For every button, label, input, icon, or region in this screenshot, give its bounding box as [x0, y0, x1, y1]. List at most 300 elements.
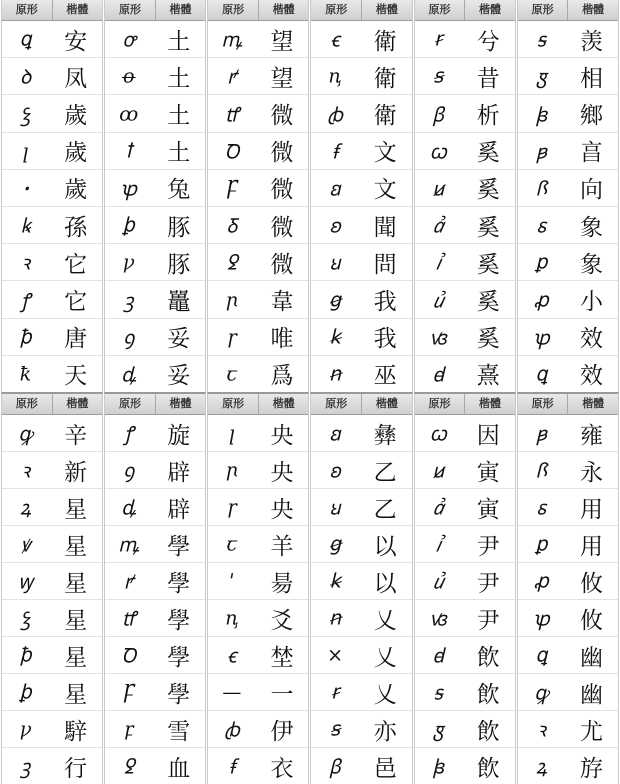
regular-script-char: 用 — [579, 533, 603, 560]
column-block — [517, 0, 619, 392]
oracle-bone-glyph: ꞛ — [329, 422, 341, 446]
oracle-bone-glyph: ꟙ — [536, 214, 547, 238]
oracle-bone-glyph: ꝓ — [534, 569, 549, 593]
table-row — [518, 95, 618, 132]
regular-script-char: 星 — [64, 570, 88, 597]
oracle-bone-glyph: ꝳ — [221, 28, 243, 52]
table-row — [105, 748, 205, 784]
oracle-bone-glyph: ꟑ — [535, 65, 547, 89]
oracle-bone-glyph: ꝛ — [21, 251, 31, 275]
header-original-form: 原形 — [118, 397, 141, 410]
regular-script-char: 衛 — [373, 103, 397, 129]
regular-script-char: 學 — [167, 681, 191, 708]
table-row — [311, 170, 411, 207]
oracle-bone-glyph: ꞗ — [327, 103, 343, 127]
table-row — [415, 356, 515, 392]
table-row — [2, 748, 102, 784]
regular-script-char: 孫 — [64, 214, 88, 241]
table-row — [2, 319, 102, 356]
oracle-bone-glyph: ꞁ — [228, 421, 235, 445]
oracle-bone-glyph: ꞇ — [226, 532, 238, 556]
table-row — [311, 319, 411, 356]
column-block — [1, 0, 103, 392]
oracle-bone-glyph: ꝍ — [122, 28, 136, 52]
regular-script-char: 旋 — [167, 422, 191, 449]
table-row — [208, 748, 308, 784]
regular-script-char: 土 — [167, 65, 191, 92]
oracle-bone-glyph: ꞟ — [329, 251, 341, 275]
table-row — [208, 133, 308, 170]
oracle-bone-glyph: ꟊ — [433, 681, 443, 705]
regular-script-char: 微 — [270, 103, 294, 129]
table-row — [208, 207, 308, 244]
regular-script-char: 永 — [579, 459, 603, 486]
header-original-form: 原形 — [325, 3, 348, 16]
regular-script-char: 央 — [270, 496, 294, 523]
header-original-form: 原形 — [15, 3, 38, 16]
header-regular-script: 楷體 — [567, 394, 618, 414]
table-row — [415, 748, 515, 784]
header-regular-script: 楷體 — [361, 0, 412, 20]
oracle-bone-glyph: ꝼ — [124, 717, 134, 741]
oracle-bone-glyph: ꝝ — [20, 496, 32, 520]
table-row — [518, 21, 618, 58]
regular-script-char: 析 — [476, 103, 500, 129]
regular-script-char: 雪 — [167, 718, 191, 745]
column-block — [310, 392, 412, 784]
table-row — [105, 207, 205, 244]
regular-script-char: 學 — [167, 607, 191, 634]
oracle-bone-glyph: ꝭ — [21, 289, 31, 313]
oracle-bone-glyph: ꟑ — [432, 718, 444, 742]
oracle-bone-glyph: ꝺ — [19, 65, 32, 89]
oracle-bone-glyph: ꞁ — [22, 139, 29, 163]
oracle-bone-glyph: Ꝼ — [122, 680, 135, 704]
oracle-bone-glyph: ꝉ — [124, 139, 133, 163]
table-row — [105, 319, 205, 356]
table-row — [2, 452, 102, 489]
table-row — [208, 489, 308, 526]
regular-script-char: 新 — [64, 459, 88, 486]
column-block — [1, 392, 103, 784]
table-row — [415, 58, 515, 95]
regular-script-char: 尤 — [579, 718, 603, 745]
table-row — [105, 58, 205, 95]
regular-script-char: 向 — [579, 177, 603, 204]
table-row — [2, 674, 102, 711]
regular-script-char: 爻 — [270, 607, 294, 634]
table-row — [311, 133, 411, 170]
table-row — [415, 452, 515, 489]
header-original-form: 原形 — [428, 3, 451, 16]
oracle-bone-glyph: ꞝ — [329, 214, 341, 238]
header-regular-script: 楷體 — [155, 0, 206, 20]
table-row — [311, 563, 411, 600]
regular-script-char: 它 — [64, 289, 88, 316]
regular-script-char: 望 — [270, 65, 294, 92]
regular-script-char: 微 — [270, 140, 294, 167]
regular-script-char: 羡 — [579, 28, 603, 55]
regular-script-char: 象 — [579, 214, 603, 241]
table-row — [311, 489, 411, 526]
regular-script-char: 相 — [579, 65, 603, 92]
regular-script-char: 它 — [64, 251, 88, 278]
table-row — [415, 489, 515, 526]
regular-script-char: 因 — [476, 422, 500, 449]
oracle-bone-glyph: ꞡ — [328, 532, 342, 556]
regular-script-char: 央 — [270, 459, 294, 486]
regular-script-char: 巫 — [373, 363, 397, 390]
oracle-bone-glyph: ꞅ — [227, 325, 237, 349]
regular-script-char: 伊 — [270, 718, 294, 745]
oracle-bone-glyph: ꞵ — [329, 755, 342, 779]
oracle-bone-glyph: ꞡ — [328, 287, 342, 312]
oracle-bone-glyph: ꝥ — [19, 325, 32, 349]
regular-script-char: 天 — [64, 363, 88, 390]
regular-script-char: 行 — [64, 755, 88, 782]
table-row — [208, 281, 308, 318]
oracle-bone-glyph: ꞿ — [432, 289, 444, 313]
oracle-bone-glyph: ꞌ — [229, 569, 235, 593]
regular-script-char: 奚 — [476, 177, 500, 204]
table-row — [518, 133, 618, 170]
table-row — [2, 58, 102, 95]
regular-script-char: 乂 — [373, 681, 397, 708]
regular-script-char: 兮 — [476, 28, 500, 55]
column-header — [311, 394, 411, 415]
regular-script-char: 奚 — [476, 326, 500, 353]
regular-script-char: 熹 — [476, 363, 500, 390]
table-row — [415, 415, 515, 452]
oracle-bone-glyph: ꞗ — [223, 718, 240, 742]
regular-script-char: 乙 — [373, 459, 397, 486]
table-row — [518, 452, 618, 489]
oracle-bone-glyph: ꝏ — [119, 101, 139, 126]
regular-script-char: 妥 — [167, 326, 191, 353]
regular-script-char: 尹 — [476, 533, 500, 560]
oracle-bone-glyph: ꞏ — [22, 177, 29, 201]
regular-script-char: 妥 — [167, 363, 191, 390]
oracle-bone-glyph: ꞵ — [432, 103, 445, 127]
oracle-bone-glyph: ꝭ — [124, 422, 134, 446]
table-row — [518, 600, 618, 637]
table-row — [311, 711, 411, 748]
regular-script-char: 微 — [270, 251, 294, 278]
table-row — [105, 711, 205, 748]
table-row — [518, 281, 618, 318]
column-header — [2, 0, 102, 21]
oracle-bone-glyph: ꝷ — [121, 607, 136, 631]
regular-script-char: 效 — [579, 363, 603, 390]
table-row — [2, 637, 102, 674]
table-row — [105, 244, 205, 281]
column-block — [517, 392, 619, 784]
oracle-bone-glyph: ꞝ — [329, 459, 341, 483]
regular-script-char: 尹 — [476, 607, 500, 634]
header-regular-script: 楷體 — [258, 394, 309, 414]
column-header — [208, 394, 308, 415]
table-row — [105, 95, 205, 132]
regular-script-char: 邑 — [373, 755, 397, 782]
column-block — [310, 0, 412, 392]
oracle-bone-glyph: ꟓ — [535, 103, 548, 127]
oracle-bone-glyph: ꟃ — [429, 326, 447, 350]
oracle-bone-glyph: ꞹ — [432, 177, 445, 201]
regular-script-char: 歲 — [64, 103, 88, 129]
table-row — [208, 563, 308, 600]
table-row — [2, 526, 102, 563]
regular-script-char: 飲 — [476, 644, 500, 671]
table-row — [311, 95, 411, 132]
table-row — [518, 319, 618, 356]
table-row — [105, 452, 205, 489]
regular-script-char: 凤 — [64, 65, 88, 92]
table-row — [2, 356, 102, 392]
oracle-bone-glyph: — — [222, 680, 242, 704]
oracle-bone-glyph: ꝙ — [18, 422, 33, 446]
oracle-bone-glyph: ꞅ — [227, 495, 237, 519]
oracle-bone-glyph: ꝵ — [123, 570, 134, 594]
oracle-bone-glyph: ꞽ — [435, 533, 441, 557]
table-row — [311, 281, 411, 318]
oracle-bone-glyph: × — [327, 643, 343, 667]
regular-script-char: 我 — [373, 289, 397, 316]
column-block — [104, 0, 206, 392]
oracle-bone-glyph: ꝗ — [535, 643, 548, 667]
column-block — [104, 392, 206, 784]
oracle-bone-glyph: ꝑ — [535, 532, 548, 556]
regular-script-char: 微 — [270, 214, 294, 241]
oracle-bone-glyph: ꝳ — [118, 533, 140, 557]
regular-script-char: 問 — [373, 251, 397, 278]
column-header — [415, 394, 515, 415]
oracle-bone-glyph: ꝿ — [123, 755, 135, 779]
regular-script-char: 寅 — [476, 459, 500, 486]
table-row — [105, 170, 205, 207]
regular-script-char: 昜 — [270, 570, 294, 597]
table-row — [208, 711, 308, 748]
header-regular-script: 楷體 — [52, 0, 103, 20]
table-row — [208, 319, 308, 356]
header-original-form: 原形 — [531, 397, 554, 410]
table-row — [518, 58, 618, 95]
oracle-bone-glyph: ꝕ — [533, 607, 550, 631]
oracle-bone-glyph: ꞣ — [329, 569, 341, 593]
table-row — [208, 637, 308, 674]
oracle-bone-glyph: ꝗ — [19, 27, 32, 51]
table-row — [518, 674, 618, 711]
regular-script-char: 兔 — [167, 177, 191, 204]
oracle-bone-glyph: ꞓ — [227, 644, 237, 668]
table-row — [415, 563, 515, 600]
regular-script-char: 亯 — [579, 140, 603, 167]
oracle-bone-glyph: ꝫ — [123, 289, 134, 313]
header-regular-script: 楷體 — [567, 0, 618, 20]
regular-script-char: 幽 — [579, 681, 603, 708]
table-row — [311, 21, 411, 58]
regular-script-char: 一 — [270, 681, 294, 708]
column-header — [105, 0, 205, 21]
regular-script-char: 效 — [579, 326, 603, 353]
column-header — [518, 394, 618, 415]
table-row — [208, 21, 308, 58]
table-row — [208, 415, 308, 452]
regular-script-char: 學 — [167, 644, 191, 671]
table-row — [311, 356, 411, 392]
regular-script-char: 豚 — [167, 251, 191, 278]
regular-script-char: 土 — [167, 103, 191, 129]
oracle-bone-glyph: ꝵ — [227, 65, 237, 89]
oracle-bone-glyph: ꟓ — [432, 755, 445, 779]
table-row — [2, 563, 102, 600]
column-block — [414, 392, 516, 784]
oracle-bone-glyph: ꟕ — [535, 422, 547, 446]
oracle-bone-glyph: ꝕ — [120, 177, 137, 201]
oracle-bone-glyph: ꝧ — [19, 680, 32, 704]
oracle-bone-glyph: ꞧ — [331, 680, 339, 704]
column-block — [414, 0, 516, 392]
oracle-bone-glyph: ꝛ — [536, 718, 546, 742]
table-row — [2, 133, 102, 170]
regular-script-char: 昔 — [476, 65, 500, 92]
table-row — [2, 281, 102, 318]
regular-script-char: 辛 — [64, 422, 88, 449]
table-row — [2, 207, 102, 244]
oracle-bone-glyph: Ꝺ — [224, 140, 240, 164]
oracle-bone-glyph: ꞿ — [432, 570, 444, 594]
regular-script-char: 飲 — [476, 755, 500, 782]
table-row — [105, 21, 205, 58]
table-row — [208, 526, 308, 563]
oracle-bone-glyph: ꝷ — [225, 103, 239, 127]
oracle-bone-glyph: ꟗ — [535, 177, 548, 201]
header-original-form: 原形 — [222, 397, 245, 410]
oracle-bone-glyph: ꝝ — [535, 755, 547, 779]
oracle-bone-glyph: ꟕ — [535, 140, 547, 164]
table-row — [415, 711, 515, 748]
table-row — [311, 452, 411, 489]
oracle-bone-glyph: ꞽ — [435, 251, 441, 275]
regular-script-char: 乙 — [373, 496, 397, 523]
table-row — [518, 637, 618, 674]
oracle-bone-glyph: ꞟ — [329, 496, 341, 520]
oracle-bone-glyph: ꞩ — [433, 64, 444, 88]
oracle-bone-glyph: ꟃ — [429, 607, 447, 631]
oracle-bone-glyph: ꝁ — [19, 362, 32, 386]
regular-script-char: 文 — [373, 177, 397, 204]
table-row — [2, 170, 102, 207]
column-block — [207, 0, 309, 392]
header-regular-script: 楷體 — [464, 394, 515, 414]
oracle-bone-glyph: ꞙ — [228, 755, 235, 779]
oracle-bone-glyph: ꞙ — [331, 140, 339, 164]
regular-script-char: 土 — [167, 140, 191, 167]
header-original-form: 原形 — [118, 3, 141, 16]
column-header — [208, 0, 308, 21]
regular-script-char: 象 — [579, 251, 603, 278]
table-row — [415, 319, 515, 356]
oracle-bone-glyph: ꟗ — [535, 459, 548, 483]
table-row — [518, 563, 618, 600]
regular-script-char: 望 — [270, 28, 294, 55]
oracle-bone-glyph: ꞻ — [432, 214, 444, 238]
regular-script-char: 韋 — [270, 289, 294, 316]
regular-script-char: 小 — [579, 289, 603, 316]
table-row — [208, 674, 308, 711]
table-row — [208, 356, 308, 392]
oracle-bone-glyph: ꞛ — [329, 177, 341, 201]
regular-script-char: 埜 — [270, 644, 294, 671]
table-row — [311, 207, 411, 244]
regular-script-char: 聞 — [373, 214, 397, 241]
regular-script-char: 乂 — [373, 644, 397, 671]
table-row — [208, 244, 308, 281]
table-row — [518, 415, 618, 452]
table-row — [311, 748, 411, 784]
table-row — [415, 674, 515, 711]
oracle-bone-glyph: ꞑ — [225, 606, 239, 630]
oracle-bone-glyph: ꞹ — [432, 459, 445, 483]
regular-script-char: 學 — [167, 533, 191, 560]
regular-script-char: 鼉 — [167, 289, 191, 316]
oracle-bone-glyph: ꟊ — [536, 28, 546, 52]
regular-script-char: 羊 — [270, 533, 294, 560]
oracle-bone-glyph: ꟙ — [536, 496, 547, 520]
regular-script-char: 學 — [167, 570, 191, 597]
header-regular-script: 楷體 — [464, 0, 515, 20]
regular-script-char: 亦 — [373, 718, 397, 745]
table-row — [208, 58, 308, 95]
oracle-bone-glyph: ꞃ — [225, 458, 238, 482]
table-row — [2, 415, 102, 452]
table-row — [311, 526, 411, 563]
table-row — [415, 244, 515, 281]
oracle-bone-glyph: ꟈ — [432, 644, 445, 668]
regular-script-char: 奚 — [476, 251, 500, 278]
table-row — [208, 95, 308, 132]
header-regular-script: 楷體 — [258, 0, 309, 20]
header-regular-script: 楷體 — [361, 394, 412, 414]
oracle-bone-glyph: ꞧ — [434, 27, 443, 51]
table-row — [518, 711, 618, 748]
regular-script-char: 鄉 — [579, 103, 603, 129]
column-header — [105, 394, 205, 415]
regular-script-char: 雍 — [579, 422, 603, 449]
oracle-bone-glyph: ꞻ — [432, 496, 444, 520]
regular-script-char: 尹 — [476, 570, 500, 597]
table-row — [208, 170, 308, 207]
regular-script-char: 奚 — [476, 140, 500, 167]
oracle-bone-glyph: ꝯ — [123, 459, 135, 483]
regular-script-char: 歲 — [64, 140, 88, 167]
oracle-bone-glyph: Ᵹ — [226, 214, 238, 238]
regular-script-char: 彝 — [373, 422, 397, 449]
oracle-bone-glyph: ꞷ — [429, 422, 447, 446]
regular-script-char: 我 — [373, 326, 397, 353]
regular-script-char: 用 — [579, 496, 603, 523]
table-row — [2, 600, 102, 637]
oracle-bone-glyph: ꟈ — [432, 363, 445, 387]
regular-script-char: 土 — [167, 28, 191, 55]
table-row — [2, 711, 102, 748]
regular-script-char: 星 — [64, 681, 88, 708]
oracle-bone-glyph: ꝛ — [21, 459, 31, 483]
oracle-bone-glyph: ꝡ — [18, 570, 33, 594]
regular-script-char: 幽 — [579, 644, 603, 671]
header-original-form: 原形 — [222, 3, 245, 16]
table-row — [311, 415, 411, 452]
table-row — [518, 489, 618, 526]
